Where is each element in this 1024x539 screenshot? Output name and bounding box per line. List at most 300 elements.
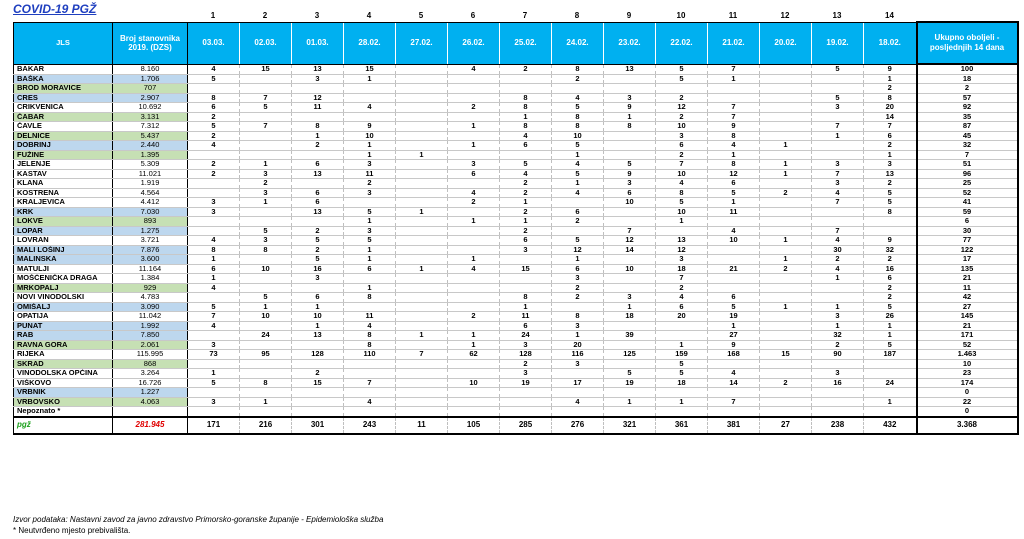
row-name: RIJEKA	[14, 350, 113, 360]
row-name: LOPAR	[14, 226, 113, 236]
row-value	[344, 84, 396, 94]
row-value: 1	[500, 112, 552, 122]
table-row	[14, 340, 1018, 350]
row-value: 12	[552, 245, 604, 255]
row-value	[396, 131, 448, 141]
row-value: 5	[656, 74, 708, 84]
row-value: 4	[708, 226, 760, 236]
row-value: 8	[552, 122, 604, 132]
row-value	[240, 407, 292, 417]
column-number: 3	[314, 11, 320, 20]
row-value: 15	[500, 264, 552, 274]
row-value	[708, 283, 760, 293]
row-value: 3	[240, 188, 292, 198]
row-name: MRKOPALJ	[14, 283, 113, 293]
row-value: 1	[760, 236, 812, 246]
row-value: 27	[708, 331, 760, 341]
row-population: 115.995	[113, 350, 188, 360]
row-value	[188, 226, 240, 236]
row-value: 5	[552, 236, 604, 246]
row-value	[656, 226, 708, 236]
row-value: 8	[240, 245, 292, 255]
row-value	[240, 207, 292, 217]
row-total: 30	[917, 226, 1018, 236]
row-value: 14	[604, 245, 656, 255]
row-value	[760, 283, 812, 293]
table-row	[14, 378, 1018, 388]
row-value: 7	[864, 122, 917, 132]
row-value	[448, 93, 500, 103]
row-value: 6	[292, 188, 344, 198]
row-value: 20	[656, 312, 708, 322]
row-value	[812, 74, 864, 84]
row-value: 6	[500, 236, 552, 246]
row-value: 1	[344, 150, 396, 160]
row-value: 7	[188, 312, 240, 322]
row-value: 4	[812, 264, 864, 274]
row-value: 1	[500, 217, 552, 227]
row-value	[604, 388, 656, 398]
row-value	[240, 255, 292, 265]
row-value: 1	[552, 331, 604, 341]
row-value: 4	[552, 188, 604, 198]
row-value: 7	[708, 397, 760, 407]
row-value	[396, 397, 448, 407]
row-name: MOŠĆENIČKA DRAGA	[14, 274, 113, 284]
table-row	[14, 179, 1018, 189]
row-value: 7	[656, 160, 708, 170]
row-value: 18	[656, 378, 708, 388]
row-value: 3	[500, 245, 552, 255]
row-value: 2	[760, 264, 812, 274]
column-number: 10	[676, 11, 686, 20]
header-date: 02.03.	[240, 22, 292, 64]
row-name: RAB	[14, 331, 113, 341]
row-value	[760, 340, 812, 350]
row-value	[396, 112, 448, 122]
column-number: 9	[626, 11, 632, 20]
row-value: 8	[292, 122, 344, 132]
row-value	[396, 141, 448, 151]
row-value	[708, 388, 760, 398]
row-value: 381	[708, 417, 760, 434]
row-value: 4	[812, 236, 864, 246]
row-value: 8	[344, 331, 396, 341]
table-row	[14, 397, 1018, 407]
row-value: 19	[708, 312, 760, 322]
row-value: 1	[760, 141, 812, 151]
row-value: 12	[656, 103, 708, 113]
row-population: 2.907	[113, 93, 188, 103]
row-population: 5.437	[113, 131, 188, 141]
row-total: 174	[917, 378, 1018, 388]
row-value	[396, 198, 448, 208]
table-row	[14, 122, 1018, 132]
row-value: 10	[708, 236, 760, 246]
row-value: 2	[188, 160, 240, 170]
row-value: 13	[292, 169, 344, 179]
row-value: 1	[708, 74, 760, 84]
row-name: LOKVE	[14, 217, 113, 227]
row-value	[448, 293, 500, 303]
header-date: 27.02.	[396, 22, 448, 64]
row-value	[760, 74, 812, 84]
header-date: 26.02.	[448, 22, 500, 64]
row-value: 4	[344, 321, 396, 331]
row-value: 171	[188, 417, 240, 434]
row-value: 5	[500, 160, 552, 170]
row-value: 3	[552, 321, 604, 331]
row-total: 23	[917, 369, 1018, 379]
row-value	[448, 207, 500, 217]
table-row	[14, 350, 1018, 360]
row-value	[812, 217, 864, 227]
header-date: 23.02.	[604, 22, 656, 64]
row-value: 14	[864, 112, 917, 122]
row-value: 1	[760, 160, 812, 170]
row-value	[240, 141, 292, 151]
row-population: 281.945	[113, 417, 188, 434]
row-value	[760, 388, 812, 398]
header-date: 25.02.	[500, 22, 552, 64]
row-value	[864, 369, 917, 379]
row-value: 8	[708, 160, 760, 170]
row-value	[344, 198, 396, 208]
row-value: 3	[344, 160, 396, 170]
row-value	[292, 150, 344, 160]
row-value: 2	[760, 188, 812, 198]
row-value: 3	[812, 160, 864, 170]
row-population: 4.564	[113, 188, 188, 198]
row-value: 216	[240, 417, 292, 434]
row-value: 3	[240, 236, 292, 246]
row-value	[188, 407, 240, 417]
row-value	[292, 283, 344, 293]
row-value: 128	[500, 350, 552, 360]
row-value: 16	[864, 264, 917, 274]
row-value	[708, 255, 760, 265]
row-value: 73	[188, 350, 240, 360]
row-value	[396, 378, 448, 388]
row-population: 893	[113, 217, 188, 227]
row-value	[448, 84, 500, 94]
row-value: 6	[292, 293, 344, 303]
row-value	[448, 302, 500, 312]
row-value: 6	[188, 103, 240, 113]
row-total: 1.463	[917, 350, 1018, 360]
row-value: 10	[240, 312, 292, 322]
row-value: 6	[292, 160, 344, 170]
row-value	[604, 283, 656, 293]
row-value: 8	[344, 340, 396, 350]
row-value	[552, 388, 604, 398]
row-value: 4	[500, 131, 552, 141]
row-value: 285	[500, 417, 552, 434]
row-value: 6	[864, 274, 917, 284]
row-value	[396, 74, 448, 84]
row-total: 32	[917, 141, 1018, 151]
row-total: 21	[917, 321, 1018, 331]
row-value	[760, 274, 812, 284]
row-name: CRIKVENICA	[14, 103, 113, 113]
row-value: 26	[864, 312, 917, 322]
row-value: 4	[500, 169, 552, 179]
row-value	[448, 283, 500, 293]
row-value: 2	[864, 255, 917, 265]
row-value: 6	[552, 207, 604, 217]
row-value: 5	[344, 236, 396, 246]
row-value: 11	[292, 103, 344, 113]
row-value	[552, 226, 604, 236]
row-value: 2	[500, 64, 552, 74]
row-total: 59	[917, 207, 1018, 217]
row-population: 707	[113, 84, 188, 94]
row-value: 13	[656, 236, 708, 246]
row-value: 8	[188, 245, 240, 255]
row-value	[656, 331, 708, 341]
row-value	[604, 359, 656, 369]
row-name: LOVRAN	[14, 236, 113, 246]
row-value: 3	[812, 312, 864, 322]
row-value	[448, 369, 500, 379]
row-value	[760, 103, 812, 113]
row-value: 30	[812, 245, 864, 255]
row-name: VRBNIK	[14, 388, 113, 398]
row-value: 2	[760, 378, 812, 388]
table-row	[14, 226, 1018, 236]
row-value: 1	[500, 198, 552, 208]
row-value: 3	[604, 179, 656, 189]
row-value	[604, 407, 656, 417]
row-value	[604, 131, 656, 141]
column-number: 11	[728, 11, 738, 20]
row-value: 1	[864, 397, 917, 407]
row-value	[396, 302, 448, 312]
row-value: 1	[188, 274, 240, 284]
column-number: 13	[832, 11, 842, 20]
row-value: 6	[292, 198, 344, 208]
row-value: 1	[864, 74, 917, 84]
row-value: 11	[396, 417, 448, 434]
row-value: 5	[864, 302, 917, 312]
row-value	[240, 283, 292, 293]
row-value: 11	[344, 312, 396, 322]
row-population: 11.042	[113, 312, 188, 322]
row-value: 3	[604, 93, 656, 103]
footnote: * Neutvrđeno mjesto prebivališta.	[13, 526, 131, 535]
row-value: 4	[708, 141, 760, 151]
row-value	[708, 407, 760, 417]
row-total: 11	[917, 283, 1018, 293]
row-total: 42	[917, 293, 1018, 303]
column-number: 2	[262, 11, 268, 20]
row-value: 19	[500, 378, 552, 388]
row-name: KRALJEVICA	[14, 198, 113, 208]
row-population: 1.992	[113, 321, 188, 331]
source-note: Izvor podataka: Nastavni zavod za javno zdravstvo Primorsko-goranske županije - Epidemiološka služba	[13, 515, 384, 524]
row-value: 2	[448, 103, 500, 113]
row-value	[240, 388, 292, 398]
row-value: 1	[864, 321, 917, 331]
row-value: 14	[708, 378, 760, 388]
row-value: 3	[864, 160, 917, 170]
row-value: 168	[708, 350, 760, 360]
row-value: 24	[240, 331, 292, 341]
row-value: 3	[812, 103, 864, 113]
row-value: 2	[188, 112, 240, 122]
row-population	[113, 407, 188, 417]
column-number: 6	[470, 11, 476, 20]
row-value: 2	[552, 217, 604, 227]
row-value	[240, 274, 292, 284]
row-value	[344, 93, 396, 103]
row-value: 2	[292, 369, 344, 379]
row-value: 1	[656, 397, 708, 407]
row-value	[500, 255, 552, 265]
row-value: 7	[708, 112, 760, 122]
row-value	[760, 198, 812, 208]
row-name: BAŠKA	[14, 74, 113, 84]
row-total: 135	[917, 264, 1018, 274]
row-value: 32	[864, 245, 917, 255]
row-total: 35	[917, 112, 1018, 122]
row-total: 52	[917, 340, 1018, 350]
header-date: 03.03.	[188, 22, 240, 64]
row-value: 15	[240, 64, 292, 74]
row-value	[708, 245, 760, 255]
row-value	[864, 388, 917, 398]
header-date: 20.02.	[760, 22, 812, 64]
row-value: 2	[500, 207, 552, 217]
row-name: MATULJI	[14, 264, 113, 274]
row-value: 4	[188, 64, 240, 74]
row-value	[448, 74, 500, 84]
row-value	[812, 112, 864, 122]
row-value	[760, 245, 812, 255]
row-value: 5	[604, 369, 656, 379]
row-value: 10	[240, 264, 292, 274]
row-value	[604, 255, 656, 265]
table-row	[14, 188, 1018, 198]
row-value: 7	[812, 169, 864, 179]
row-value: 8	[552, 112, 604, 122]
row-total: 21	[917, 274, 1018, 284]
row-value: 5	[812, 93, 864, 103]
row-value: 2	[500, 179, 552, 189]
row-value	[448, 274, 500, 284]
row-value: 1	[448, 255, 500, 265]
row-name: FUŽINE	[14, 150, 113, 160]
row-value: 5	[188, 302, 240, 312]
row-value	[448, 407, 500, 417]
row-value: 6	[500, 141, 552, 151]
row-population: 11.021	[113, 169, 188, 179]
row-value	[656, 84, 708, 94]
table-row	[14, 321, 1018, 331]
row-value	[500, 388, 552, 398]
row-value	[292, 340, 344, 350]
row-value: 5	[188, 74, 240, 84]
row-value: 32	[812, 331, 864, 341]
row-value: 24	[500, 331, 552, 341]
row-value: 5	[864, 340, 917, 350]
row-value: 1	[448, 340, 500, 350]
row-value	[396, 236, 448, 246]
row-value: 6	[708, 179, 760, 189]
row-value: 238	[812, 417, 864, 434]
row-value: 5	[812, 64, 864, 74]
row-value: 10	[448, 378, 500, 388]
row-value: 12	[708, 169, 760, 179]
row-value	[292, 217, 344, 227]
row-value: 4	[552, 160, 604, 170]
row-value: 2	[500, 226, 552, 236]
row-name: CRES	[14, 93, 113, 103]
table-row	[14, 141, 1018, 151]
row-value: 2	[656, 150, 708, 160]
row-name: SKRAD	[14, 359, 113, 369]
row-value: 1	[292, 302, 344, 312]
table-row	[14, 93, 1018, 103]
row-value: 1	[344, 217, 396, 227]
row-value: 5	[552, 103, 604, 113]
row-name: RAVNA GORA	[14, 340, 113, 350]
row-value	[292, 84, 344, 94]
row-value	[864, 217, 917, 227]
row-value	[396, 340, 448, 350]
row-value: 1	[240, 160, 292, 170]
row-value	[760, 64, 812, 74]
row-value: 1	[240, 302, 292, 312]
row-value: 2	[864, 179, 917, 189]
row-value	[396, 217, 448, 227]
row-value: 5	[188, 378, 240, 388]
row-total: 77	[917, 236, 1018, 246]
row-value: 2	[292, 141, 344, 151]
row-value: 10	[604, 198, 656, 208]
row-value	[604, 274, 656, 284]
row-value: 2	[656, 112, 708, 122]
row-value: 13	[604, 64, 656, 74]
row-value: 1	[344, 74, 396, 84]
row-value: 1	[396, 264, 448, 274]
row-value: 10	[656, 207, 708, 217]
row-value: 432	[864, 417, 917, 434]
row-total: 6	[917, 217, 1018, 227]
row-value: 2	[864, 84, 917, 94]
row-value: 2	[240, 179, 292, 189]
header-date: 22.02.	[656, 22, 708, 64]
row-value: 1	[396, 150, 448, 160]
row-value	[656, 407, 708, 417]
row-value: 7	[240, 122, 292, 132]
row-value: 13	[292, 207, 344, 217]
row-value: 16	[292, 264, 344, 274]
table-row	[14, 274, 1018, 284]
row-value: 321	[604, 417, 656, 434]
row-value	[240, 74, 292, 84]
row-value: 1	[240, 397, 292, 407]
row-population: 4.063	[113, 397, 188, 407]
row-total: 100	[917, 64, 1018, 74]
row-total: 41	[917, 198, 1018, 208]
row-value	[240, 150, 292, 160]
row-value: 5	[344, 207, 396, 217]
row-value	[292, 359, 344, 369]
row-value	[396, 103, 448, 113]
table-row	[14, 103, 1018, 113]
row-value: 1	[604, 112, 656, 122]
